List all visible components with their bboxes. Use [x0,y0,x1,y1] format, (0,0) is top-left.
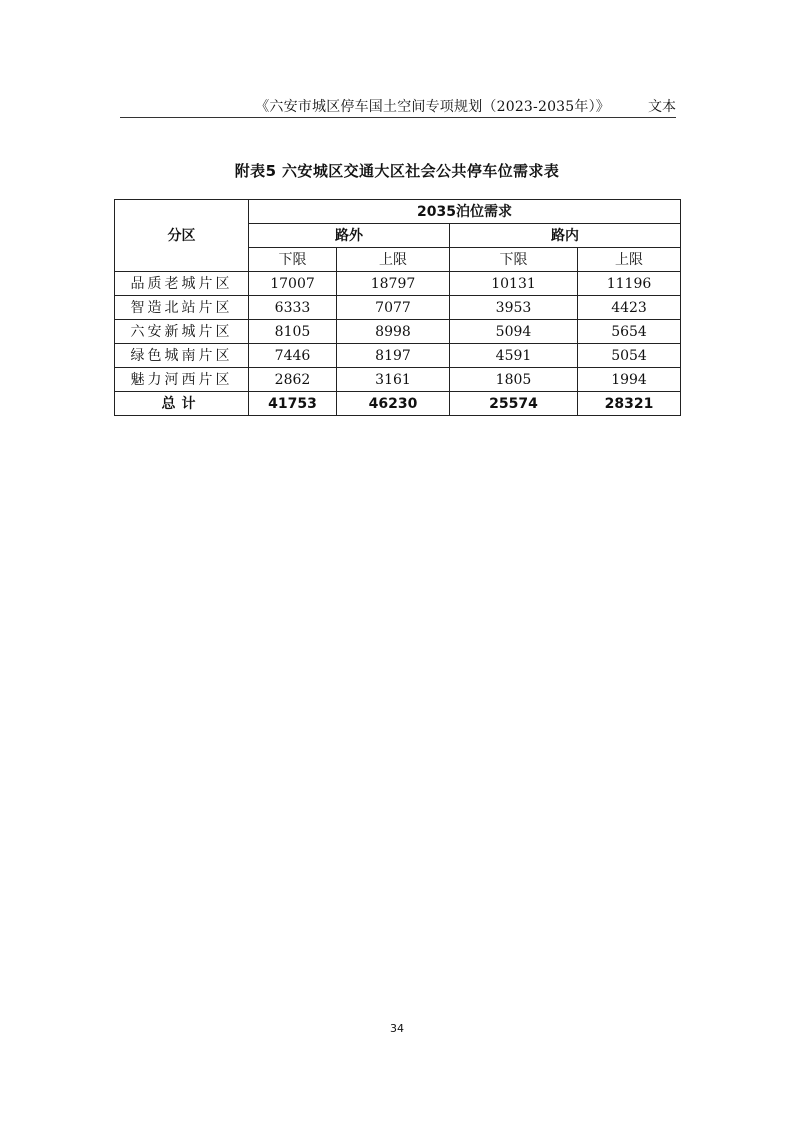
off-street-header: 路外 [249,224,450,248]
value-cell: 6333 [249,296,337,320]
zone-cell: 六安新城片区 [115,320,249,344]
table-row [115,296,681,320]
off-street-upper-header: 上限 [337,248,450,272]
value-cell: 8197 [337,344,450,368]
value-cell: 1805 [450,368,578,392]
total-label-cell: 总计 [115,392,249,416]
document-title: 《六安市城区停车国土空间专项规划（2023-2035年）》 [255,99,610,115]
table-row [115,344,681,368]
page-number: 34 [390,1022,404,1035]
value-cell: 4591 [450,344,578,368]
table-caption: 附表5 六安城区交通大区社会公共停车位需求表 [234,162,560,180]
value-cell: 5094 [450,320,578,344]
table-row [115,320,681,344]
on-street-upper-header: 上限 [578,248,681,272]
demand-group-header: 2035泊位需求 [249,200,681,224]
value-cell: 7077 [337,296,450,320]
zone-cell: 品质老城片区 [115,272,249,296]
parking-demand-table [114,199,681,416]
on-street-header: 路内 [450,224,681,248]
value-cell: 5654 [578,320,681,344]
value-cell: 8105 [249,320,337,344]
page-header [120,95,676,118]
total-value-cell: 28321 [578,392,681,416]
zone-column-header: 分区 [115,200,249,272]
zone-cell: 智造北站片区 [115,296,249,320]
off-street-lower-header: 下限 [249,248,337,272]
total-value-cell: 25574 [450,392,578,416]
total-value-cell: 41753 [249,392,337,416]
value-cell: 2862 [249,368,337,392]
value-cell: 10131 [450,272,578,296]
value-cell: 17007 [249,272,337,296]
value-cell: 4423 [578,296,681,320]
value-cell: 1994 [578,368,681,392]
table-row [115,272,681,296]
table-row [115,368,681,392]
value-cell: 11196 [578,272,681,296]
total-value-cell: 46230 [337,392,450,416]
value-cell: 5054 [578,344,681,368]
table-header-row-1 [115,200,681,224]
zone-cell: 魅力河西片区 [115,368,249,392]
value-cell: 3161 [337,368,450,392]
value-cell: 3953 [450,296,578,320]
value-cell: 7446 [249,344,337,368]
document-section: 文本 [648,99,676,115]
total-row [115,392,681,416]
on-street-lower-header: 下限 [450,248,578,272]
value-cell: 18797 [337,272,450,296]
zone-cell: 绿色城南片区 [115,344,249,368]
value-cell: 8998 [337,320,450,344]
